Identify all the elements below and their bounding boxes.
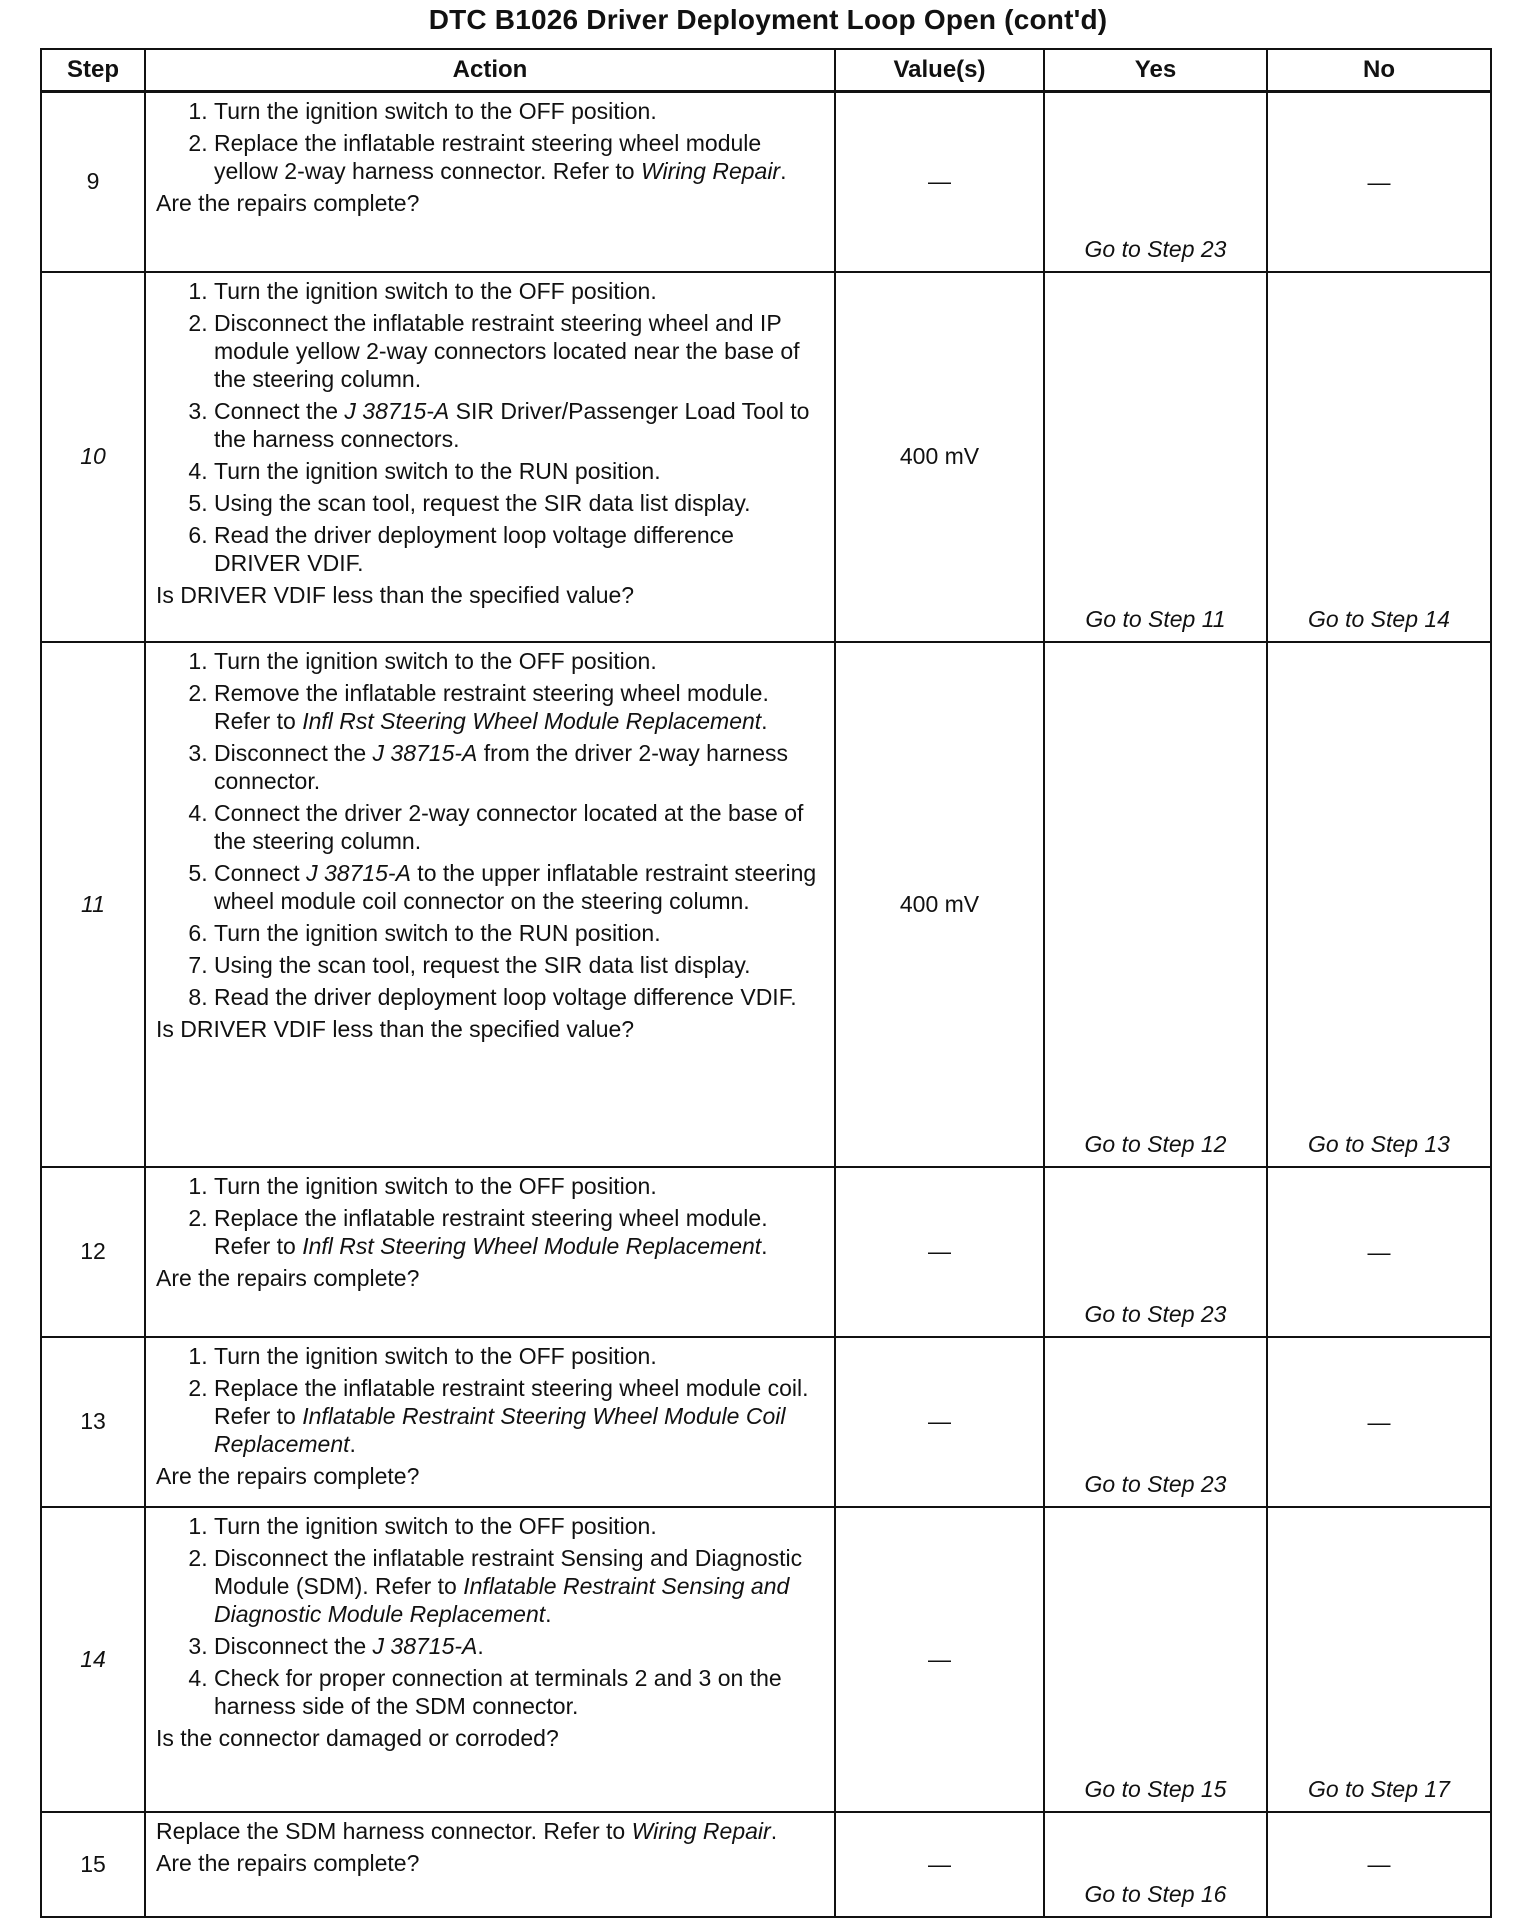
- action-step: 4. Check for proper connection at terminals 2 and 3 on the harness side of the SDM connector.: [214, 1664, 826, 1720]
- step-number: 11: [41, 642, 145, 1167]
- action-cell: [145, 1507, 835, 1812]
- action-step: 7. Using the scan tool, request the SIR data list display.: [214, 951, 826, 979]
- action-question: Is DRIVER VDIF less than the specified value?: [156, 581, 635, 608]
- yes-cell: Go to Step 23: [1044, 92, 1267, 272]
- action-step: 2. Disconnect the inflatable restraint steering wheel and IP module yellow 2-way connectors located near the base of the steering column.: [214, 309, 826, 393]
- page-title: DTC B1026 Driver Deployment Loop Open (cont'd): [428, 4, 1108, 35]
- no-cell: —: [1267, 1337, 1491, 1507]
- action-question: Are the repairs complete?: [156, 1849, 420, 1876]
- step-number: 12: [41, 1167, 145, 1337]
- action-step: 1. Turn the ignition switch to the OFF position.: [214, 1512, 826, 1540]
- action-steps: [156, 277, 826, 577]
- no-cell: —: [1267, 1812, 1491, 1917]
- column-header-yes: Yes: [1044, 49, 1267, 92]
- action-steps: [156, 1512, 826, 1720]
- value-cell: —: [835, 1507, 1044, 1812]
- value-cell: 400 mV: [835, 642, 1044, 1167]
- action-step: 4. Turn the ignition switch to the RUN position.: [214, 457, 826, 485]
- action-step: 2. Remove the inflatable restraint steering wheel module. Refer to Infl Rst Steering Wheel Module Replacement.: [214, 679, 826, 735]
- step-number: 15: [41, 1812, 145, 1917]
- yes-cell: Go to Step 23: [1044, 1167, 1267, 1337]
- action-step: 3. Disconnect the J 38715-A.: [214, 1632, 826, 1660]
- action-step: 1. Turn the ignition switch to the OFF position.: [214, 647, 826, 675]
- diagnostic-table: [40, 48, 1492, 1918]
- column-header-step: Step: [41, 49, 145, 92]
- action-cell: [145, 1337, 835, 1507]
- value-cell: —: [835, 1337, 1044, 1507]
- yes-cell: Go to Step 15: [1044, 1507, 1267, 1812]
- no-cell: Go to Step 13: [1267, 642, 1491, 1167]
- action-question: Are the repairs complete?: [156, 1264, 420, 1291]
- action-step: 4. Connect the driver 2-way connector located at the base of the steering column.: [214, 799, 826, 855]
- action-paragraph: Replace the SDM harness connector. Refer to Wiring Repair.: [156, 1817, 778, 1844]
- action-cell: [145, 272, 835, 642]
- action-steps: [156, 97, 826, 185]
- action-step: 3. Disconnect the J 38715-A from the driver 2-way harness connector.: [214, 739, 826, 795]
- action-step: 6. Turn the ignition switch to the RUN position.: [214, 919, 826, 947]
- action-step: 1. Turn the ignition switch to the OFF position.: [214, 97, 826, 125]
- action-steps: [156, 1342, 826, 1458]
- action-step: 2. Replace the inflatable restraint steering wheel module. Refer to Infl Rst Steering Wheel Module Replacement.: [214, 1204, 826, 1260]
- action-cell: [145, 642, 835, 1167]
- value-cell: —: [835, 92, 1044, 272]
- action-question: Are the repairs complete?: [156, 1462, 420, 1489]
- action-cell: [145, 1167, 835, 1337]
- table-row-step-12: [41, 1167, 1491, 1337]
- action-step: 1. Turn the ignition switch to the OFF position.: [214, 1342, 826, 1370]
- column-header-action: Action: [145, 49, 835, 92]
- step-number: 10: [41, 272, 145, 642]
- action-steps: [156, 647, 826, 1011]
- no-cell: —: [1267, 1167, 1491, 1337]
- yes-cell: Go to Step 12: [1044, 642, 1267, 1167]
- action-steps: [156, 1172, 826, 1260]
- table-row-step-10: [41, 272, 1491, 642]
- action-question: Is DRIVER VDIF less than the specified value?: [156, 1015, 635, 1042]
- action-step: 3. Connect the J 38715-A SIR Driver/Passenger Load Tool to the harness connectors.: [214, 397, 826, 453]
- step-number: 14: [41, 1507, 145, 1812]
- yes-cell: Go to Step 11: [1044, 272, 1267, 642]
- action-step: 2. Disconnect the inflatable restraint Sensing and Diagnostic Module (SDM). Refer to Inflatable Restraint Sensing and Diagnostic Module Replacement.: [214, 1544, 826, 1628]
- action-step: 5. Connect J 38715-A to the upper inflatable restraint steering wheel module coil connector on the steering column.: [214, 859, 826, 915]
- no-cell: —: [1267, 92, 1491, 272]
- action-cell: [145, 92, 835, 272]
- yes-cell: Go to Step 16: [1044, 1812, 1267, 1917]
- action-step: 8. Read the driver deployment loop voltage difference VDIF.: [214, 983, 826, 1011]
- action-step: 2. Replace the inflatable restraint steering wheel module coil. Refer to Inflatable Restraint Steering Wheel Module Coil Replacement.: [214, 1374, 826, 1458]
- step-number: 13: [41, 1337, 145, 1507]
- table-row-step-15: [41, 1812, 1491, 1917]
- table-row-step-14: [41, 1507, 1491, 1812]
- action-step: 1. Turn the ignition switch to the OFF position.: [214, 1172, 826, 1200]
- step-number: 9: [41, 92, 145, 272]
- table-row-step-13: [41, 1337, 1491, 1507]
- action-question: Are the repairs complete?: [156, 190, 420, 216]
- value-cell: —: [835, 1812, 1044, 1917]
- value-cell: —: [835, 1167, 1044, 1337]
- no-cell: Go to Step 17: [1267, 1507, 1491, 1812]
- action-step: 5. Using the scan tool, request the SIR data list display.: [214, 489, 826, 517]
- value-cell: 400 mV: [835, 272, 1044, 642]
- column-header-values: Value(s): [835, 49, 1044, 92]
- table-header-row: [41, 49, 1491, 92]
- column-header-no: No: [1267, 49, 1491, 92]
- yes-cell: Go to Step 23: [1044, 1337, 1267, 1507]
- action-question: Is the connector damaged or corroded?: [156, 1724, 559, 1751]
- action-step: 1. Turn the ignition switch to the OFF position.: [214, 277, 826, 305]
- table-row-step-11: [41, 642, 1491, 1167]
- no-cell: Go to Step 14: [1267, 272, 1491, 642]
- action-step: 6. Read the driver deployment loop voltage difference DRIVER VDIF.: [214, 521, 826, 577]
- table-row-step-9: [41, 92, 1491, 272]
- action-cell: [145, 1812, 835, 1917]
- action-step: 2. Replace the inflatable restraint steering wheel module yellow 2-way harness connector. Refer to Wiring Repair.: [214, 129, 826, 185]
